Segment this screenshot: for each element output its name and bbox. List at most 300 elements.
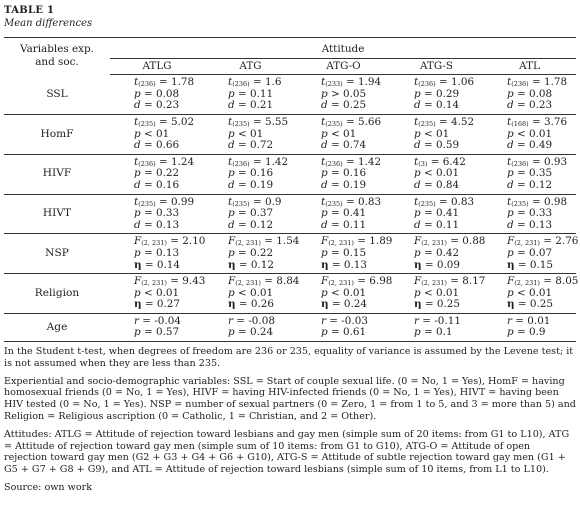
stat-value: = 0.88 bbox=[446, 235, 486, 248]
stat-symbol: d bbox=[228, 178, 235, 191]
stat-symbol: d bbox=[321, 178, 328, 191]
stat-line bbox=[321, 220, 390, 232]
stat-symbol: t bbox=[507, 195, 512, 208]
stat-symbol: F bbox=[321, 235, 329, 248]
stat-symbol: t bbox=[507, 76, 512, 89]
stat-line bbox=[321, 299, 390, 311]
stat-value: < 0.01 bbox=[513, 127, 553, 140]
stat-value: = 1.94 bbox=[342, 76, 382, 89]
degrees-of-freedom: (236) bbox=[511, 159, 529, 168]
stat-value: = 0.12 bbox=[235, 258, 275, 271]
stat-line bbox=[321, 100, 390, 112]
stat-symbol: F bbox=[134, 275, 142, 288]
stat-symbol: t bbox=[134, 76, 139, 89]
table-row bbox=[4, 313, 576, 341]
stat-cell bbox=[483, 154, 576, 194]
stat-value: = 0.41 bbox=[327, 207, 367, 220]
stat-symbol: d bbox=[321, 218, 328, 231]
stat-value: = 0.24 bbox=[328, 298, 368, 311]
stat-cell bbox=[204, 75, 297, 115]
stat-value: = 0.42 bbox=[420, 246, 460, 259]
column-header-atl: ATL bbox=[483, 58, 576, 75]
degrees-of-freedom: (235) bbox=[232, 199, 250, 208]
stat-symbol: t bbox=[134, 115, 139, 128]
stat-value: = 0.26 bbox=[235, 298, 275, 311]
stat-value: = 2.10 bbox=[166, 235, 206, 248]
stat-value: = 0.22 bbox=[234, 246, 274, 259]
stat-symbol: p bbox=[228, 207, 235, 220]
stat-value: = 0.33 bbox=[513, 207, 553, 220]
degrees-of-freedom: (235) bbox=[138, 119, 156, 128]
stat-value: = 1.78 bbox=[528, 76, 568, 89]
stat-line bbox=[414, 180, 483, 192]
stat-symbol: d bbox=[414, 139, 421, 152]
variables-header-line1: Variables exp. bbox=[20, 43, 94, 55]
stat-value: = -0.04 bbox=[138, 314, 181, 327]
stat-value: = 0.57 bbox=[140, 326, 180, 339]
stat-symbol: F bbox=[228, 275, 236, 288]
degrees-of-freedom: (235) bbox=[232, 119, 250, 128]
stat-value: = 0.24 bbox=[234, 326, 274, 339]
stat-value: = 0.11 bbox=[234, 87, 274, 100]
stat-value: = 0.35 bbox=[513, 167, 553, 180]
table-row bbox=[4, 154, 576, 194]
degrees-of-freedom: (235) bbox=[418, 199, 436, 208]
stat-cell bbox=[204, 154, 297, 194]
stat-value: = 5.66 bbox=[342, 115, 382, 128]
stat-value: < 01 bbox=[420, 127, 450, 140]
stat-symbol: p bbox=[228, 167, 235, 180]
stat-value: = 0.37 bbox=[234, 207, 274, 220]
stat-symbol: η bbox=[414, 258, 422, 271]
stat-symbol: F bbox=[414, 235, 422, 248]
stat-cell bbox=[483, 234, 579, 274]
degrees-of-freedom: (235) bbox=[511, 199, 529, 208]
stat-line bbox=[414, 100, 483, 112]
column-header-atlg: ATLG bbox=[110, 58, 204, 75]
stat-value: = 0.27 bbox=[141, 298, 181, 311]
stat-value: < 0.01 bbox=[420, 167, 460, 180]
stat-symbol: η bbox=[134, 298, 142, 311]
header-row-top bbox=[4, 38, 576, 59]
stat-cell bbox=[390, 274, 486, 314]
stat-value: = 0.19 bbox=[234, 178, 274, 191]
degrees-of-freedom: (233) bbox=[325, 80, 343, 89]
note-levene: In the Student t-test, when degrees of freedom are 236 or 235, equality of variance is assumed by the Levene test; it is not assumed when they are less than 235. bbox=[4, 346, 574, 369]
stat-value: = 1.54 bbox=[260, 235, 300, 248]
stat-symbol: p bbox=[228, 87, 235, 100]
stat-line bbox=[134, 260, 204, 272]
stat-cell bbox=[297, 75, 390, 115]
stat-value: = 0.12 bbox=[513, 178, 553, 191]
stat-value: = 1.89 bbox=[353, 235, 393, 248]
stat-symbol: p bbox=[134, 167, 141, 180]
stat-value: = 0.13 bbox=[140, 218, 180, 231]
stat-value: = 0.83 bbox=[342, 195, 382, 208]
stat-symbol: t bbox=[414, 155, 419, 168]
stat-value: = 0.99 bbox=[155, 195, 195, 208]
stat-symbol: p bbox=[321, 246, 328, 259]
stat-value: < 01 bbox=[140, 127, 170, 140]
stat-value: > 0.05 bbox=[327, 87, 367, 100]
stat-value: = 0.14 bbox=[420, 99, 460, 112]
stat-cell bbox=[483, 194, 576, 234]
stat-symbol: t bbox=[414, 76, 419, 89]
stat-value: = 0.19 bbox=[327, 178, 367, 191]
stat-symbol: p bbox=[414, 286, 421, 299]
stat-line bbox=[414, 140, 483, 152]
stat-value: = 1.06 bbox=[435, 76, 475, 89]
stat-line bbox=[321, 180, 390, 192]
stat-symbol: t bbox=[228, 195, 233, 208]
stat-line bbox=[321, 140, 390, 152]
stat-value: = 0.61 bbox=[327, 326, 367, 339]
stat-symbol: η bbox=[507, 298, 515, 311]
stat-value: < 01 bbox=[234, 127, 264, 140]
degrees-of-freedom: (236) bbox=[325, 159, 343, 168]
row-label: Religion bbox=[4, 274, 110, 314]
note-attitudes: Attitudes: ATLG = Attitude of rejection toward lesbians and gay men (simple sum of 20 items: from G1 to L10), ATG = Attitude of rejection toward gay men (simple sum of 10 items: from G1 to G10), ATG-O = Attitude of open rejection toward gay men (G2 + G3 + G4 + G6 + G10), ATG-S = Attitude of subtle rejection toward gay men (G1 + G5 + G7 + G8 + G9), and ATL = Attitude of rejection toward lesbians (simple sum of 10 items, from L1 to L10). bbox=[4, 428, 570, 476]
stat-symbol: r bbox=[228, 314, 233, 327]
stat-symbol: p bbox=[134, 127, 141, 140]
table-row bbox=[4, 75, 576, 115]
stat-value: = 0.25 bbox=[514, 298, 554, 311]
stat-symbol: p bbox=[134, 87, 141, 100]
stat-cell bbox=[110, 274, 204, 314]
stat-line bbox=[507, 140, 576, 152]
stat-value: = 0.23 bbox=[513, 99, 553, 112]
degrees-of-freedom: (2, 231) bbox=[235, 279, 261, 288]
stat-symbol: η bbox=[414, 298, 422, 311]
stat-value: = 0.08 bbox=[140, 87, 180, 100]
stat-value: = 0.11 bbox=[420, 218, 460, 231]
stat-symbol: p bbox=[321, 207, 328, 220]
stat-value: = 0.9 bbox=[513, 326, 546, 339]
degrees-of-freedom: (2, 231) bbox=[514, 239, 540, 248]
stat-cell bbox=[483, 75, 576, 115]
stat-line bbox=[134, 327, 204, 339]
stat-value: = 0.12 bbox=[234, 218, 274, 231]
stat-line bbox=[134, 299, 204, 311]
stat-cell bbox=[390, 154, 483, 194]
stat-cell bbox=[110, 154, 204, 194]
stat-line bbox=[507, 260, 576, 272]
stat-symbol: d bbox=[414, 99, 421, 112]
stat-value: = 0.25 bbox=[421, 298, 461, 311]
stat-value: < 0.01 bbox=[327, 286, 367, 299]
stat-symbol: d bbox=[134, 99, 141, 112]
variables-header bbox=[4, 38, 110, 75]
stat-symbol: d bbox=[134, 178, 141, 191]
stat-value: = 0.13 bbox=[328, 258, 368, 271]
stat-line bbox=[507, 180, 576, 192]
stat-symbol: d bbox=[134, 218, 141, 231]
stat-value: = 0.98 bbox=[528, 195, 568, 208]
stat-value: = 0.13 bbox=[140, 246, 180, 259]
mean-differences-table bbox=[4, 37, 579, 342]
stat-symbol: p bbox=[134, 246, 141, 259]
stat-symbol: p bbox=[414, 127, 421, 140]
stat-value: = 0.22 bbox=[140, 167, 180, 180]
stat-symbol: r bbox=[321, 314, 326, 327]
stat-cell bbox=[110, 114, 204, 154]
degrees-of-freedom: (236) bbox=[138, 159, 156, 168]
stat-value: = 0.59 bbox=[420, 139, 460, 152]
stat-cell bbox=[204, 234, 300, 274]
stat-line bbox=[321, 260, 390, 272]
stat-cell bbox=[297, 234, 393, 274]
stat-symbol: p bbox=[507, 207, 514, 220]
stat-symbol: η bbox=[228, 258, 236, 271]
table-row bbox=[4, 114, 576, 154]
stat-value: = 0.49 bbox=[513, 139, 553, 152]
stat-symbol: d bbox=[414, 178, 421, 191]
stat-symbol: F bbox=[414, 275, 422, 288]
stat-symbol: t bbox=[321, 76, 326, 89]
stat-value: = 0.16 bbox=[327, 167, 367, 180]
stat-symbol: p bbox=[507, 167, 514, 180]
stat-line bbox=[228, 100, 297, 112]
row-label: Age bbox=[4, 313, 110, 341]
degrees-of-freedom: (3) bbox=[418, 159, 428, 168]
stat-cell bbox=[483, 313, 576, 341]
column-header-atg: ATG bbox=[204, 58, 297, 75]
stat-symbol: p bbox=[228, 246, 235, 259]
stat-value: = 0.83 bbox=[435, 195, 475, 208]
stat-symbol: t bbox=[507, 155, 512, 168]
stat-value: = 1.42 bbox=[249, 155, 289, 168]
stat-symbol: p bbox=[507, 87, 514, 100]
stat-symbol: t bbox=[321, 115, 326, 128]
degrees-of-freedom: (2, 231) bbox=[421, 239, 447, 248]
stat-value: = 0.15 bbox=[327, 246, 367, 259]
stat-symbol: d bbox=[321, 139, 328, 152]
stat-cell bbox=[390, 234, 486, 274]
stat-symbol: p bbox=[507, 127, 514, 140]
degrees-of-freedom: (236) bbox=[232, 159, 250, 168]
stat-value: < 01 bbox=[327, 127, 357, 140]
stat-cell bbox=[390, 114, 483, 154]
table-row bbox=[4, 194, 576, 234]
stat-symbol: d bbox=[507, 139, 514, 152]
stat-value: = 8.17 bbox=[446, 275, 486, 288]
stat-symbol: d bbox=[507, 218, 514, 231]
column-header-atg-o: ATG-O bbox=[297, 58, 390, 75]
stat-symbol: t bbox=[321, 155, 326, 168]
stat-cell bbox=[204, 274, 300, 314]
stat-symbol: F bbox=[507, 275, 515, 288]
degrees-of-freedom: (2, 231) bbox=[235, 239, 261, 248]
stat-cell bbox=[297, 274, 393, 314]
stat-symbol: d bbox=[228, 218, 235, 231]
stat-value: = 1.24 bbox=[155, 155, 195, 168]
stat-line bbox=[228, 180, 297, 192]
stat-value: = 0.66 bbox=[140, 139, 180, 152]
stat-value: = 6.42 bbox=[427, 155, 466, 168]
stat-value: < 0.01 bbox=[513, 286, 553, 299]
stat-cell bbox=[110, 313, 204, 341]
stat-value: = 5.55 bbox=[249, 115, 289, 128]
stat-symbol: p bbox=[414, 326, 421, 339]
stat-value: = 0.25 bbox=[327, 99, 367, 112]
stat-line bbox=[507, 100, 576, 112]
stat-symbol: t bbox=[507, 115, 512, 128]
stat-symbol: d bbox=[134, 139, 141, 152]
stat-cell bbox=[110, 75, 204, 115]
stat-symbol: t bbox=[414, 195, 419, 208]
table-notes bbox=[4, 346, 576, 476]
stat-value: = 3.76 bbox=[528, 115, 568, 128]
stat-cell bbox=[390, 75, 483, 115]
stat-value: = 0.15 bbox=[514, 258, 554, 271]
table-label: TABLE 1 bbox=[4, 5, 55, 16]
table-row bbox=[4, 274, 576, 314]
stat-value: = -0.03 bbox=[325, 314, 368, 327]
stat-value: = 0.41 bbox=[420, 207, 460, 220]
stat-line bbox=[321, 327, 390, 339]
stat-symbol: p bbox=[321, 286, 328, 299]
table-row bbox=[4, 234, 576, 274]
stat-symbol: p bbox=[228, 286, 235, 299]
stat-symbol: p bbox=[321, 127, 328, 140]
row-label: SSL bbox=[4, 75, 110, 115]
stat-value: < 0.01 bbox=[140, 286, 180, 299]
stat-symbol: d bbox=[414, 218, 421, 231]
stat-value: = 4.52 bbox=[435, 115, 475, 128]
degrees-of-freedom: (236) bbox=[418, 80, 436, 89]
stat-symbol: p bbox=[134, 207, 141, 220]
stat-symbol: t bbox=[414, 115, 419, 128]
stat-symbol: F bbox=[321, 275, 329, 288]
degrees-of-freedom: (235) bbox=[325, 199, 343, 208]
stat-value: = 0.72 bbox=[234, 139, 274, 152]
stat-value: = 6.98 bbox=[353, 275, 393, 288]
row-label: HIVT bbox=[4, 194, 110, 234]
stat-value: = 0.01 bbox=[511, 314, 551, 327]
degrees-of-freedom: (235) bbox=[138, 199, 156, 208]
stat-symbol: r bbox=[414, 314, 419, 327]
stat-value: = 0.23 bbox=[140, 99, 180, 112]
stat-cell bbox=[297, 313, 390, 341]
table-subtitle: Mean differences bbox=[4, 18, 93, 29]
stat-symbol: η bbox=[228, 298, 236, 311]
degrees-of-freedom: (2, 231) bbox=[514, 279, 540, 288]
stat-value: < 0.01 bbox=[234, 286, 274, 299]
stat-cell bbox=[204, 313, 297, 341]
stat-symbol: p bbox=[414, 167, 421, 180]
degrees-of-freedom: (2, 231) bbox=[328, 279, 354, 288]
stat-value: = 1.42 bbox=[342, 155, 382, 168]
stat-symbol: d bbox=[507, 178, 514, 191]
stat-value: = 0.74 bbox=[327, 139, 367, 152]
attitude-header: Attitude bbox=[110, 38, 576, 59]
stat-symbol: F bbox=[134, 235, 142, 248]
stat-value: = 0.08 bbox=[513, 87, 553, 100]
stat-symbol: p bbox=[321, 87, 328, 100]
degrees-of-freedom: (2, 231) bbox=[421, 279, 447, 288]
stat-value: = 1.6 bbox=[249, 76, 282, 89]
stat-symbol: p bbox=[228, 127, 235, 140]
stat-line bbox=[414, 260, 483, 272]
stat-line bbox=[507, 220, 576, 232]
stat-symbol: t bbox=[228, 115, 233, 128]
stat-line bbox=[228, 299, 297, 311]
stat-symbol: p bbox=[321, 326, 328, 339]
stat-symbol: p bbox=[134, 286, 141, 299]
row-label: HomF bbox=[4, 114, 110, 154]
stat-value: = 0.93 bbox=[528, 155, 568, 168]
degrees-of-freedom: (235) bbox=[325, 119, 343, 128]
stat-symbol: d bbox=[321, 99, 328, 112]
stat-symbol: t bbox=[228, 155, 233, 168]
stat-cell bbox=[297, 194, 390, 234]
stat-symbol: p bbox=[134, 326, 141, 339]
row-label: HIVF bbox=[4, 154, 110, 194]
stat-value: = 0.11 bbox=[327, 218, 367, 231]
stat-value: = 0.84 bbox=[420, 178, 460, 191]
degrees-of-freedom: (2, 231) bbox=[141, 279, 167, 288]
stat-value: = 0.16 bbox=[234, 167, 274, 180]
stat-line bbox=[414, 327, 483, 339]
stat-value: = 0.13 bbox=[513, 218, 553, 231]
degrees-of-freedom: (236) bbox=[138, 80, 156, 89]
stat-line bbox=[228, 260, 297, 272]
stat-value: = 0.9 bbox=[249, 195, 282, 208]
stat-symbol: F bbox=[507, 235, 515, 248]
stat-symbol: p bbox=[507, 286, 514, 299]
stat-symbol: d bbox=[228, 139, 235, 152]
stat-value: = 0.07 bbox=[513, 246, 553, 259]
stat-symbol: t bbox=[228, 76, 233, 89]
variables-header-line2: and soc. bbox=[35, 55, 79, 68]
stat-cell bbox=[483, 274, 579, 314]
stat-value: = 8.84 bbox=[260, 275, 300, 288]
stat-value: = 0.1 bbox=[420, 326, 453, 339]
stat-symbol: p bbox=[414, 246, 421, 259]
stat-value: = -0.11 bbox=[418, 314, 461, 327]
stat-line bbox=[134, 220, 204, 232]
stat-value: = 0.09 bbox=[421, 258, 461, 271]
row-label: NSP bbox=[4, 234, 110, 274]
stat-symbol: p bbox=[507, 326, 514, 339]
stat-cell bbox=[110, 234, 204, 274]
stat-symbol: p bbox=[414, 207, 421, 220]
stat-line bbox=[228, 327, 297, 339]
stat-value: = 0.16 bbox=[140, 178, 180, 191]
note-variables: Experiential and socio-demographic variables: SSL = Start of couple sexual life. (0 = No, 1 = Yes), HomF = having homosexual friends (0 = No, 1 = Yes), HIVF = having HIV-infected friends (0 = No, 1 = Yes), HIVT = having been HIV tested (0 = No, 1 = Yes). NSP = number of sexual partners (0 = Zero, 1 = from 1 to 5, and 3 = more than 5) and Religion = Religious ascription (0 = Catholic, 1 = Christian, and 2 = Other). bbox=[4, 375, 576, 423]
source-note: Source: own work bbox=[4, 482, 93, 494]
stat-line bbox=[507, 327, 576, 339]
stat-symbol: p bbox=[228, 326, 235, 339]
stat-value: = 0.21 bbox=[234, 99, 274, 112]
stat-line bbox=[134, 100, 204, 112]
stat-line bbox=[134, 180, 204, 192]
stat-line bbox=[134, 140, 204, 152]
degrees-of-freedom: (168) bbox=[511, 119, 529, 128]
stat-value: = 9.43 bbox=[166, 275, 206, 288]
degrees-of-freedom: (2, 231) bbox=[141, 239, 167, 248]
stat-symbol: p bbox=[507, 246, 514, 259]
stat-symbol: t bbox=[134, 195, 139, 208]
stat-value: = 8.05 bbox=[539, 275, 579, 288]
stat-symbol: t bbox=[321, 195, 326, 208]
stat-symbol: d bbox=[507, 99, 514, 112]
stat-symbol: r bbox=[134, 314, 139, 327]
stat-symbol: t bbox=[134, 155, 139, 168]
degrees-of-freedom: (235) bbox=[418, 119, 436, 128]
stat-value: = 1.78 bbox=[155, 76, 195, 89]
stat-value: = 0.33 bbox=[140, 207, 180, 220]
